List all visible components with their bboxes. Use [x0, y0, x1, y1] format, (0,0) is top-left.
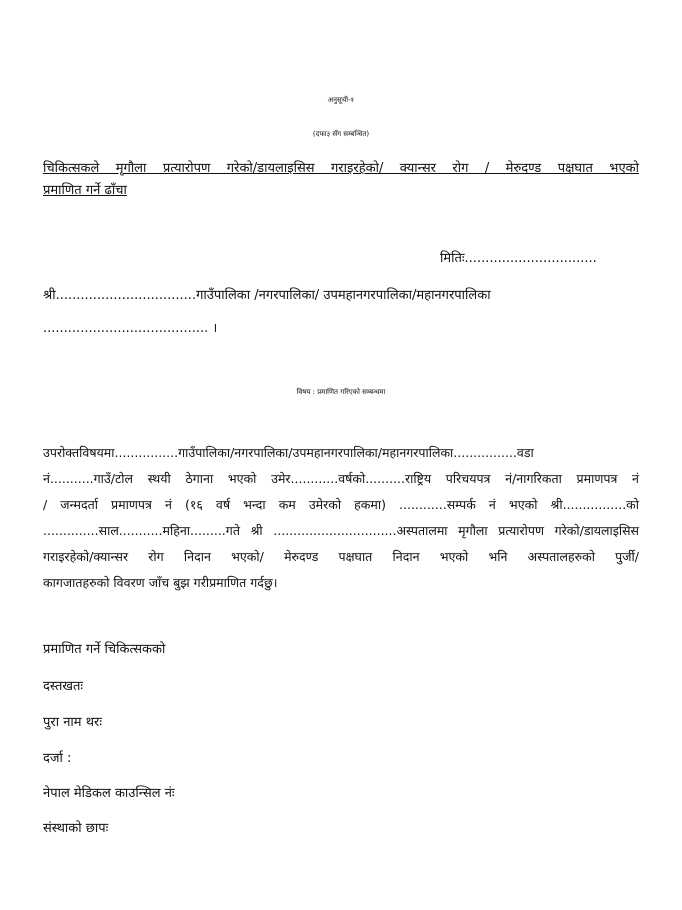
body-line: ..............साल...........महिना.........गते श्री ...............................अस्पतालमा मृगौला प्रत्यारोपण गरेको/डायलाइसिस: [43, 523, 639, 538]
full-name-field: पुरा नाम थरः: [43, 715, 102, 730]
form-heading-line: चिकित्सकले मृगौला प्रत्यारोपण गरेको/डायलाइसिस गराइरहेको/ क्यान्सर रोग / मेरुदण्ड पक्षघात भएको: [43, 161, 639, 176]
rank-field: दर्जा :: [43, 751, 72, 766]
subject-line: विषय : प्रमाणित गरिएको सम्बन्धमा: [296, 388, 386, 396]
addressee-line-continued: ........................................ ।: [43, 321, 218, 336]
addressee-line: श्री..................................गाउँपालिका /नगरपालिका/ उपमहानगरपालिका/महानगरपालिका: [43, 288, 491, 303]
nmc-number-field: नेपाल मेडिकल काउन्सिल नंः: [43, 786, 175, 801]
body-line: कागजातहरुको विवरण जाँच बुझ गरीप्रमाणित गर्दछु।: [43, 575, 278, 590]
institution-stamp-field: संस्थाको छापः: [43, 821, 109, 836]
body-line: उपरोक्तविषयमा................गाउँपालिका/नगरपालिका/उपमहानगरपालिका/महानगरपालिका................वडा: [43, 445, 534, 460]
body-line: नं...........गाउँ/टोल स्थयी ठेगाना भएको उमेर............वर्षको..........राष्ट्रिय परिचयपत्र नं/नागरिकता प्रमाणपत्र नं: [43, 471, 639, 486]
signature-field: दस्तखतः: [43, 679, 84, 694]
date-field: मितिः................................: [440, 251, 597, 266]
form-heading-line: प्रमाणित गर्ने ढाँचा: [43, 183, 127, 198]
signatory-title: प्रमाणित गर्ने चिकित्सकको: [43, 642, 166, 657]
certification-body: [43, 440, 639, 596]
body-line: / जन्मदर्ता प्रमाणपत्र नं (१६ वर्ष भन्दा कम उमेरको हकमा) ............सम्पर्क नं भएको श्री................को: [43, 497, 639, 512]
form-heading: [43, 158, 639, 202]
schedule-title: अनुसूची-१: [327, 96, 355, 104]
body-line: गराइरहेको/क्यान्सर रोग निदान भएको/ मेरुदण्ड पक्षघात निदान भएको भनि अस्पतालहरुको पुर्जी/: [43, 549, 639, 564]
section-reference: (दफा३ सँग सम्बन्धित): [312, 130, 370, 138]
